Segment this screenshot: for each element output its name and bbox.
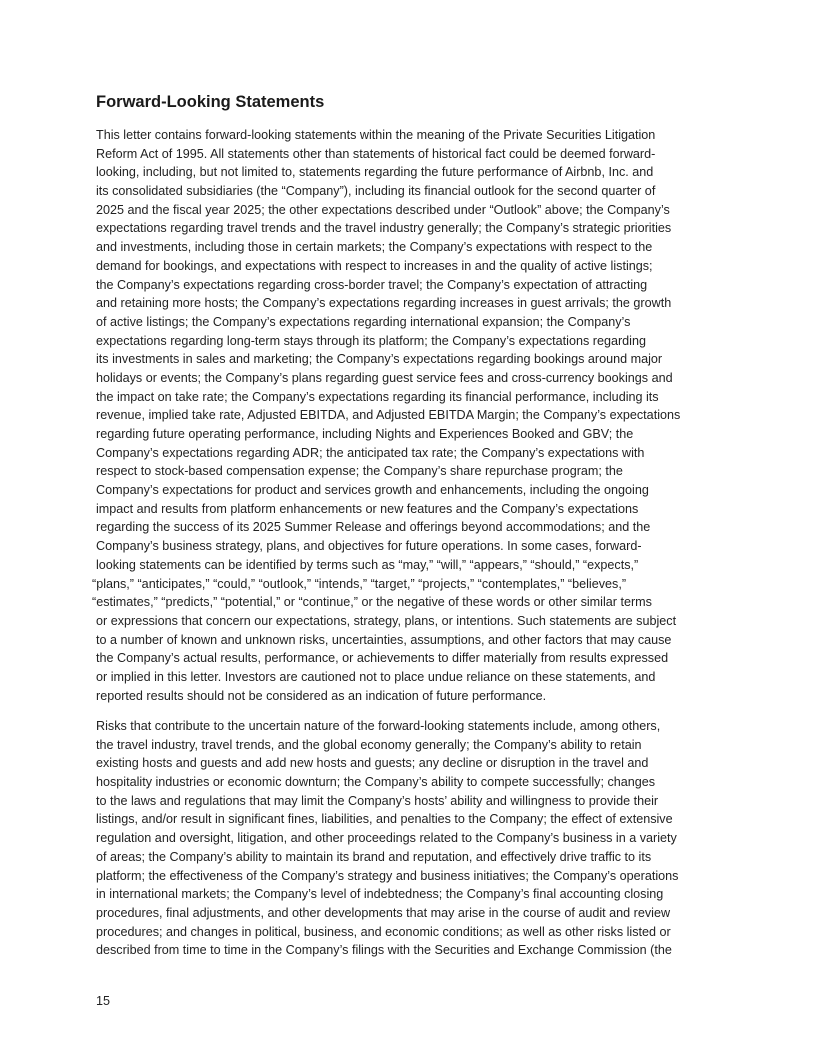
paragraph-line: regarding future operating performance, including Nights and Experiences Booked and GBV; the bbox=[96, 427, 634, 441]
paragraph-line: expectations regarding long-term stays through its platform; the Company’s expectations regarding bbox=[96, 333, 646, 348]
paragraph-line: regulation and oversight, litigation, and other proceedings related to the Company’s business in a variety bbox=[96, 831, 677, 846]
paragraph-line: or expressions that concern our expectations, strategy, plans, or intentions. Such statements are subject bbox=[96, 613, 677, 628]
paragraph-line: its investments in sales and marketing; the Company’s expectations regarding bookings around major bbox=[96, 352, 663, 367]
paragraph-line: “plans,” “anticipates,” “could,” “outlook,” “intends,” “target,” “projects,” “contemplates,” “believes,” bbox=[92, 576, 627, 591]
paragraph-line: Risks that contribute to the uncertain nature of the forward-looking statements include, among others, bbox=[96, 719, 661, 733]
paragraph-line: the impact on take rate; the Company’s expectations regarding its financial performance, including its bbox=[96, 389, 659, 404]
paragraph-line: respect to stock-based compensation expense; the Company’s share repurchase program; the bbox=[96, 464, 623, 479]
paragraph-line: reported results should not be considered as an indication of future performance. bbox=[96, 688, 547, 703]
forward-looking-paragraph bbox=[92, 126, 722, 705]
paragraph-line: existing hosts and guests and add new hosts and guests; any decline or disruption in the travel and bbox=[96, 756, 649, 771]
paragraph-line: the Company’s actual results, performance, or achievements to differ materially from results expressed bbox=[96, 651, 669, 666]
paragraph-line: procedures; and changes in political, business, and economic conditions; as well as other risks listed or bbox=[96, 924, 671, 939]
paragraph-line: listings, and/or result in significant fines, liabilities, and penalties to the Company; the effect of extensive bbox=[96, 812, 673, 827]
paragraph-line: regarding the success of its 2025 Summer Release and offerings beyond accommodations; and the bbox=[96, 520, 651, 535]
paragraph-line: procedures, final adjustments, and other developments that may arise in the course of audit and review bbox=[96, 905, 671, 920]
paragraph-line: demand for bookings, and expectations with respect to increases in and the quality of active listings; bbox=[96, 258, 653, 273]
paragraph-line: of active listings; the Company’s expectations regarding international expansion; the Company’s bbox=[96, 314, 631, 329]
section-heading: Forward-Looking Statements bbox=[96, 93, 325, 111]
paragraph-line: “estimates,” “predicts,” “potential,” or “continue,” or the negative of these words or other similar terms bbox=[92, 595, 652, 610]
paragraph-line: to the laws and regulations that may limit the Company’s hosts’ ability and willingness to provide their bbox=[96, 793, 659, 808]
paragraph-line: hospitality industries or economic downturn; the Company’s ability to compete successfully; changes bbox=[96, 775, 656, 790]
paragraph-line: to a number of known and unknown risks, uncertainties, assumptions, and other factors that may cause bbox=[96, 632, 672, 647]
paragraph-line: revenue, implied take rate, Adjusted EBITDA, and Adjusted EBITDA Margin; the Company’s expectations bbox=[96, 408, 681, 423]
paragraph-line: described from time to time in the Company’s filings with the Securities and Exchange Commission (the bbox=[96, 943, 672, 958]
paragraph-line: in international markets; the Company’s level of indebtedness; the Company’s final accounting closing bbox=[96, 887, 664, 902]
paragraph-line: 2025 and the fiscal year 2025; the other expectations described under “Outlook” above; the Company’s bbox=[96, 202, 670, 217]
risks-paragraph bbox=[96, 717, 722, 960]
paragraph-line: or implied in this letter. Investors are cautioned not to place undue reliance on these statements, and bbox=[96, 669, 656, 684]
paragraph-line: and retaining more hosts; the Company’s expectations regarding increases in guest arrivals; the growth bbox=[96, 296, 672, 311]
paragraph-line: of areas; the Company’s ability to maintain its brand and reputation, and effectively drive traffic to its bbox=[96, 849, 652, 864]
document-page bbox=[92, 0, 722, 1056]
paragraph-line: This letter contains forward-looking statements within the meaning of the Private Securities Litigation bbox=[96, 128, 656, 142]
paragraph-line: Company’s expectations regarding ADR; the anticipated tax rate; the Company’s expectations with bbox=[96, 445, 645, 460]
paragraph-line: Reform Act of 1995. All statements other than statements of historical fact could be deemed forward- bbox=[96, 146, 656, 161]
paragraph-line: the Company’s expectations regarding cross-border travel; the Company’s expectation of attracting bbox=[96, 277, 648, 292]
paragraph-line: looking, including, but not limited to, statements regarding the future performance of Airbnb, Inc. and bbox=[96, 165, 654, 180]
paragraph-line: expectations regarding travel trends and the travel industry generally; the Company’s strategic priorities bbox=[96, 221, 672, 236]
paragraph-line: and investments, including those in certain markets; the Company’s expectations with respect to the bbox=[96, 240, 653, 255]
page-number: 15 bbox=[96, 994, 111, 1008]
paragraph-line: its consolidated subsidiaries (the “Company”), including its financial outlook for the second quarter of bbox=[96, 184, 656, 199]
paragraph-line: looking statements can be identified by terms such as “may,” “will,” “appears,” “should,” “expects,” bbox=[96, 557, 639, 572]
paragraph-line: holidays or events; the Company’s plans regarding guest service fees and cross-currency bookings and bbox=[96, 370, 673, 385]
paragraph-line: the travel industry, travel trends, and the global economy generally; the Company’s ability to retain bbox=[96, 737, 642, 752]
paragraph-line: impact and results from platform enhancements or new features and the Company’s expectations bbox=[96, 501, 639, 516]
paragraph-line: platform; the effectiveness of the Company’s strategy and business initiatives; the Company’s operations bbox=[96, 868, 679, 883]
paragraph-line: Company’s expectations for product and services growth and enhancements, including the ongoing bbox=[96, 483, 649, 498]
paragraph-line: Company’s business strategy, plans, and objectives for future operations. In some cases, forward- bbox=[96, 539, 642, 554]
